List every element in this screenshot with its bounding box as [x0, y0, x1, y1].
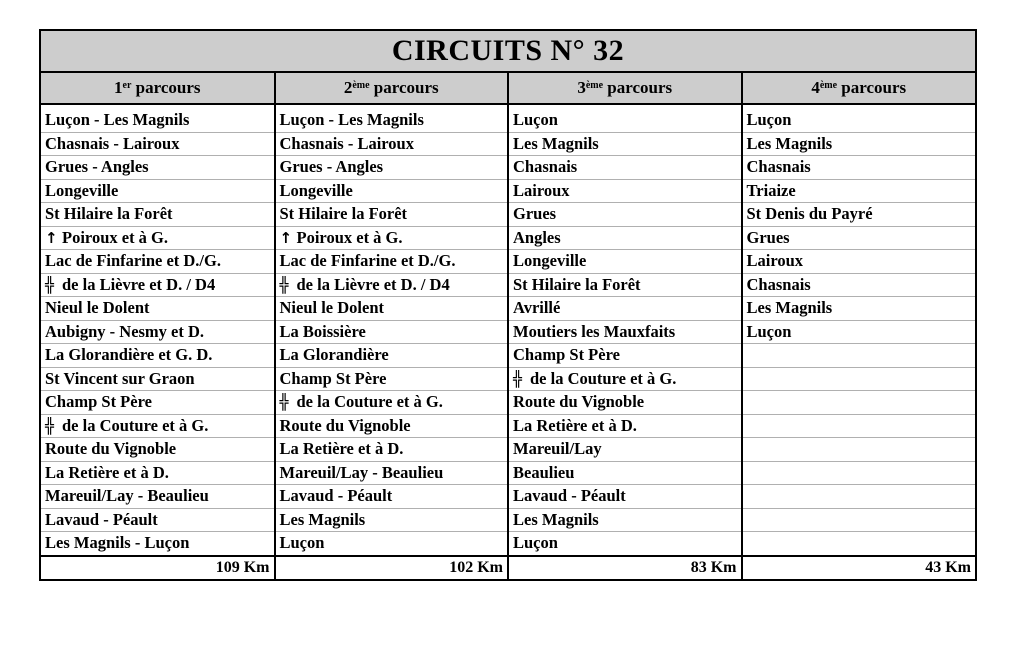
route-cell [41, 508, 275, 532]
column-header-1 [41, 73, 275, 104]
route-cell [41, 320, 275, 344]
up-arrow-icon: ↑ [279, 228, 293, 247]
table-row [41, 485, 975, 509]
route-step-text: St Hilaire la Forêt [513, 274, 641, 294]
route-step-text: Longeville [279, 180, 353, 200]
crossroads-icon: ╬ [279, 275, 289, 294]
route-cell [275, 367, 509, 391]
crossroads-icon: ╬ [45, 416, 55, 435]
route-cell [508, 203, 742, 227]
distance-total: 43 Km [742, 556, 976, 579]
route-cell [508, 367, 742, 391]
table-row [41, 532, 975, 556]
column-header-3 [508, 73, 742, 104]
route-cell [508, 485, 742, 509]
route-step-text: Longeville [513, 251, 587, 271]
route-cell [742, 273, 976, 297]
column-number: 3 [577, 78, 586, 97]
route-step-text: Chasnais [746, 157, 811, 177]
route-cell [508, 438, 742, 462]
route-cell [508, 273, 742, 297]
route-step-text: Les Magnils [746, 133, 833, 153]
route-step-text: Les Magnils [513, 509, 599, 529]
route-step-text: de la Couture et à G. [530, 368, 677, 388]
route-cell [508, 344, 742, 368]
route-cell [508, 156, 742, 180]
column-number: 4 [811, 78, 820, 97]
route-step-text: Mareuil/Lay [513, 439, 602, 459]
route-step-text: Les Magnils [279, 509, 366, 529]
column-header-4 [742, 73, 976, 104]
route-cell [41, 203, 275, 227]
route-step-text: Grues - Angles [45, 157, 149, 177]
route-step-text: de la Couture et à G. [62, 415, 209, 435]
route-cell [742, 414, 976, 438]
route-step-text: de la Lièvre et D. / D4 [62, 274, 216, 294]
route-cell [508, 320, 742, 344]
route-cell [508, 508, 742, 532]
route-cell [742, 297, 976, 321]
route-step-text: Poiroux et à G. [296, 227, 403, 247]
table-row [41, 320, 975, 344]
route-step-text: de la Couture et à G. [296, 392, 443, 412]
route-cell [508, 109, 742, 132]
route-cell [41, 367, 275, 391]
table-row [41, 508, 975, 532]
route-cell [742, 532, 976, 556]
column-number: 1 [114, 78, 123, 97]
route-step-text: Champ St Père [279, 368, 387, 388]
route-cell [275, 203, 509, 227]
route-step-text: Lavaud - Péault [279, 486, 393, 506]
route-cell [275, 226, 509, 250]
route-cell [742, 461, 976, 485]
route-step-text: Les Magnils [513, 133, 599, 153]
route-cell [742, 391, 976, 415]
route-cell [742, 132, 976, 156]
route-cell [508, 132, 742, 156]
route-step-text: Luçon [513, 110, 558, 130]
route-cell [41, 532, 275, 556]
route-step-text: Les Magnils [746, 298, 833, 318]
route-cell [275, 414, 509, 438]
table-row [41, 250, 975, 274]
route-step-text: St Hilaire la Forêt [279, 204, 408, 224]
crossroads-icon: ╬ [279, 393, 289, 412]
route-cell [508, 391, 742, 415]
route-cell [275, 297, 509, 321]
distance-total: 83 Km [508, 556, 742, 579]
table-row [41, 391, 975, 415]
route-step-text: Mareuil/Lay - Beaulieu [45, 486, 209, 506]
route-cell [41, 132, 275, 156]
route-step-text: Grues [513, 204, 557, 224]
route-step-text: Lac de Finfarine et D./G. [45, 251, 221, 271]
route-cell [41, 485, 275, 509]
route-step-text: Lac de Finfarine et D./G. [279, 251, 456, 271]
route-cell [41, 226, 275, 250]
column-ordinal-suffix: ème [819, 80, 838, 91]
route-cell [742, 344, 976, 368]
route-cell [508, 461, 742, 485]
crossroads-icon: ╬ [45, 275, 55, 294]
route-step-text: Luçon - Les Magnils [279, 110, 424, 130]
route-cell [275, 485, 509, 509]
route-cell [41, 273, 275, 297]
column-ordinal-suffix: ème [585, 80, 604, 91]
route-step-text: Nieul le Dolent [279, 298, 384, 318]
table-row [41, 156, 975, 180]
route-cell [41, 156, 275, 180]
column-ordinal-suffix: er [122, 80, 132, 91]
table-row [41, 273, 975, 297]
route-cell [275, 156, 509, 180]
table-row [41, 203, 975, 227]
route-cell [508, 179, 742, 203]
route-cell [41, 250, 275, 274]
route-step-text: La Retière et à D. [513, 415, 637, 435]
route-step-text: Luçon [746, 321, 792, 341]
route-step-text: de la Lièvre et D. / D4 [296, 274, 450, 294]
route-cell [41, 297, 275, 321]
route-cell [742, 367, 976, 391]
distance-total: 109 Km [41, 556, 275, 579]
route-step-text: Beaulieu [513, 462, 575, 482]
route-step-text: Luçon [279, 533, 325, 553]
route-step-text: La Retière et à D. [45, 462, 169, 482]
route-cell [742, 156, 976, 180]
column-label: parcours [369, 78, 439, 97]
route-step-text: Lavaud - Péault [513, 486, 626, 506]
route-step-text: Mareuil/Lay - Beaulieu [279, 462, 444, 482]
route-cell [275, 179, 509, 203]
table-row [41, 438, 975, 462]
route-cell [275, 438, 509, 462]
table-row [41, 132, 975, 156]
route-cell [742, 320, 976, 344]
route-cell [41, 179, 275, 203]
table-row [41, 297, 975, 321]
route-cell [742, 438, 976, 462]
route-step-text: Route du Vignoble [513, 392, 645, 412]
route-step-text: La Glorandière [279, 345, 389, 365]
route-step-text: La Boissière [279, 321, 366, 341]
column-ordinal-suffix: ème [352, 80, 370, 91]
route-cell [41, 344, 275, 368]
route-step-text: Champ St Père [45, 392, 152, 412]
route-cell [275, 344, 509, 368]
route-step-text: Chasnais - Lairoux [279, 133, 414, 153]
column-label: parcours [603, 78, 673, 97]
route-cell [275, 508, 509, 532]
route-cell [275, 532, 509, 556]
route-cell [275, 250, 509, 274]
route-step-text: Lavaud - Péault [45, 509, 158, 529]
table-body [41, 104, 975, 579]
route-step-text: Chasnais [746, 274, 811, 294]
route-step-text: Longeville [45, 180, 119, 200]
route-cell [742, 179, 976, 203]
route-step-text: Poiroux et à G. [62, 227, 169, 247]
route-step-text: Luçon [746, 110, 792, 130]
route-cell [742, 485, 976, 509]
route-step-text: Triaize [746, 180, 796, 200]
route-cell [275, 320, 509, 344]
route-cell [742, 109, 976, 132]
route-cell [275, 461, 509, 485]
route-step-text: Les Magnils - Luçon [45, 533, 190, 553]
route-step-text: Luçon - Les Magnils [45, 110, 190, 130]
route-cell [41, 109, 275, 132]
route-step-text: Grues [746, 227, 790, 247]
route-cell [508, 250, 742, 274]
route-cell [275, 273, 509, 297]
header-row [41, 73, 975, 104]
table-row [41, 344, 975, 368]
route-cell [508, 297, 742, 321]
table-row [41, 367, 975, 391]
route-cell [41, 438, 275, 462]
crossroads-icon: ╬ [513, 369, 523, 388]
route-step-text: Grues - Angles [279, 157, 384, 177]
column-label: parcours [837, 78, 907, 97]
route-cell [742, 203, 976, 227]
circuits-table [41, 73, 975, 579]
route-cell [742, 226, 976, 250]
table-row [41, 109, 975, 132]
route-step-text: Aubigny - Nesmy et D. [45, 321, 205, 341]
up-arrow-icon: ↑ [45, 228, 58, 247]
route-cell [275, 391, 509, 415]
route-cell [41, 461, 275, 485]
route-step-text: Chasnais - Lairoux [45, 133, 180, 153]
table-row [41, 179, 975, 203]
route-cell [508, 414, 742, 438]
route-step-text: Luçon [513, 533, 558, 553]
route-cell [508, 226, 742, 250]
route-step-text: La Retière et à D. [279, 439, 404, 459]
table-row [41, 461, 975, 485]
route-cell [742, 508, 976, 532]
route-step-text: St Vincent sur Graon [45, 368, 195, 388]
route-step-text: Lairoux [513, 180, 570, 200]
route-step-text: La Glorandière et G. D. [45, 345, 213, 365]
route-cell [275, 132, 509, 156]
route-step-text: Route du Vignoble [279, 415, 411, 435]
route-step-text: Moutiers les Mauxfaits [513, 321, 676, 341]
column-label: parcours [131, 78, 201, 97]
route-cell [275, 109, 509, 132]
route-step-text: Champ St Père [513, 345, 620, 365]
route-step-text: St Denis du Payré [746, 204, 873, 224]
route-step-text: Angles [513, 227, 561, 247]
totals-row [41, 556, 975, 579]
route-step-text: Nieul le Dolent [45, 298, 150, 318]
route-cell [41, 414, 275, 438]
page-title: CIRCUITS N° 32 [41, 31, 975, 73]
route-step-text: St Hilaire la Forêt [45, 204, 173, 224]
table-row [41, 226, 975, 250]
route-step-text: Avrillé [513, 298, 561, 318]
distance-total: 102 Km [275, 556, 509, 579]
route-cell [508, 532, 742, 556]
route-step-text: Chasnais [513, 157, 578, 177]
route-step-text: Route du Vignoble [45, 439, 177, 459]
table-row [41, 414, 975, 438]
column-number: 2 [343, 78, 353, 97]
route-cell [742, 250, 976, 274]
circuits-table-frame [39, 29, 977, 581]
column-header-2 [275, 73, 509, 104]
route-step-text: Lairoux [746, 251, 804, 271]
route-cell [41, 391, 275, 415]
